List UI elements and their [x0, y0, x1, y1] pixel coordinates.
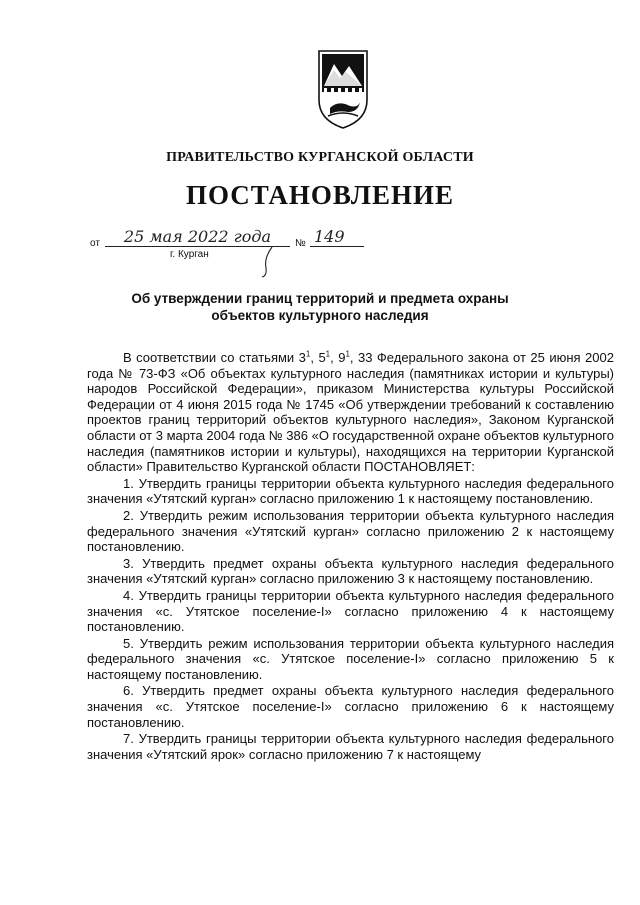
title-line-2: объектов культурного наследия	[211, 308, 429, 323]
item-paragraph-6: 6. Утвердить предмет охраны объекта культурного наследия федерального значения «с. Утятское поселение-I» согласно приложению 6 к настоящему постановлению.	[87, 683, 614, 730]
preamble-sup-1: 1	[305, 349, 311, 359]
handwritten-number: 149	[310, 228, 364, 247]
item-paragraph-1: 1. Утвердить границы территории объекта культурного наследия федерального значения «Утятский курган» согласно приложению 1 к настоящему постановлению.	[87, 475, 614, 507]
number-prefix: №	[295, 238, 306, 249]
date-prefix: от	[90, 238, 100, 249]
organization-name: ПРАВИТЕЛЬСТВО КУРГАНСКОЙ ОБЛАСТИ	[166, 150, 474, 165]
document-meta	[90, 228, 390, 278]
pen-stroke-icon	[258, 246, 278, 278]
item-paragraph-7: 7. Утвердить границы территории объекта культурного наследия федерального значения «Утятский ярок» согласно приложению 7 к настоящему	[87, 731, 614, 762]
handwritten-date: 25 мая 2022 года	[105, 228, 290, 247]
document-type-heading: ПОСТАНОВЛЕНИЕ	[185, 180, 455, 210]
item-paragraph-3: 3. Утвердить предмет охраны объекта культурного наследия федерального значения «Утятский курган» согласно приложению 3 к настоящему постановлению.	[87, 555, 614, 587]
preamble-text-2: , 5	[310, 350, 326, 365]
coat-of-arms-icon	[316, 48, 370, 130]
item-paragraph-4: 4. Утвердить границы территории объекта культурного наследия федерального значения «с. Утятское поселение-I» согласно приложению 4 к настоящему постановлению.	[87, 587, 614, 635]
document-title	[0, 290, 640, 324]
item-paragraph-2: 2. Утвердить режим использования территории объекта культурного наследия федерального значения «Утятский курган» согласно приложению 2 к настоящему постановлению.	[87, 507, 614, 555]
preamble-text-4: , 33 Федерального закона от 25 июня 2002 года № 73-ФЗ «Об объектах культурного наследия (памятниках истории и культуры) народов Российской Федерации», приказом Министерства культуры Российской Федерации от 4 июня 2015 года № 1745 «Об утверждении требований к составлению проектов границ территорий объектов культурного наследия», Законом Курганской области от 3 марта 2004 года № 386 «О государственной охране объектов культурного наследия (памятников истории и культуры), находящихся на территории Курганской области» Правительство Курганской области ПОСТАНОВЛЯЕТ:	[87, 350, 614, 475]
preamble-text-3: , 9	[330, 350, 346, 365]
preamble-text-1: В соответствии со статьями 3	[123, 350, 306, 365]
document-body	[87, 350, 614, 762]
preamble-paragraph	[87, 350, 614, 475]
preamble-sup-2: 1	[325, 349, 331, 359]
city-label: г. Курган	[170, 249, 209, 260]
preamble-sup-3: 1	[345, 349, 350, 359]
item-paragraph-5: 5. Утвердить режим использования территории объекта культурного наследия федерального значения «с. Утятское поселение-I» согласно приложению 5 к настоящему постановлению.	[87, 635, 614, 682]
title-line-1: Об утверждении границ территорий и предмета охраны	[131, 291, 509, 306]
